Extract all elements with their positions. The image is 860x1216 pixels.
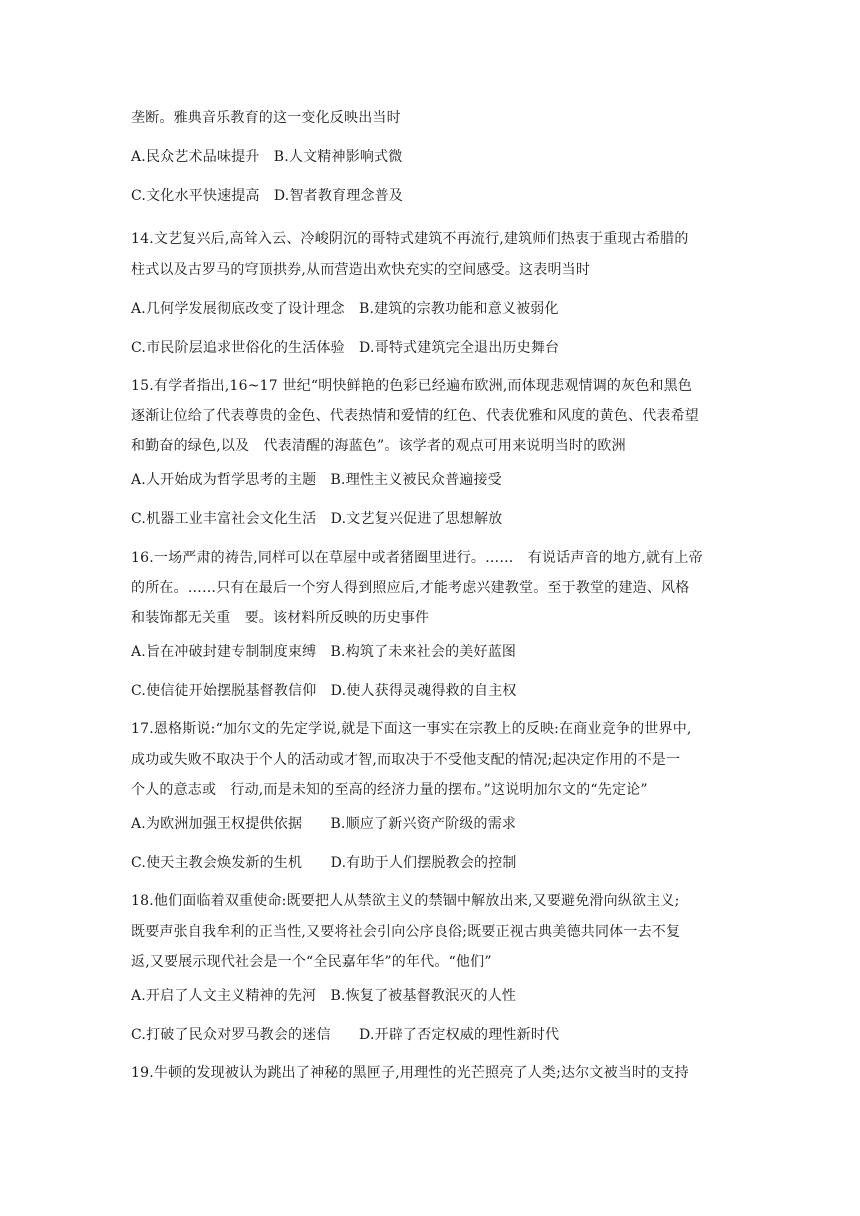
question-17-text: 17.恩格斯说:“加尔文的先定学说,就是下面这一事实在宗教上的反映:在商业竞争的世界中, [131, 721, 692, 737]
option-line: A.旨在冲破封建专制制度束缚 B.构筑了未来社会的美好蓝图 [131, 644, 517, 660]
text-line: 的所在。……只有在最后一个穷人得到照应后,才能考虑兴建教堂。至于教堂的建造、风格 [131, 580, 690, 596]
text-line: 个人的意志或 行动,而是未知的至高的经济力量的摆布。”这说明加尔文的“先定论” [131, 782, 648, 798]
text-line: 和勤奋的绿色,以及 代表清醒的海蓝色”。该学者的观点可用来说明当时的欧洲 [131, 438, 626, 454]
question-16-text: 16.一场严肃的祷告,同样可以在草屋中或者猪圈里进行。…… 有说话声音的地方,就有上帝 [131, 550, 703, 566]
text-line: 既要声张自我牟利的正当性,又要将社会引向公序良俗;既要正视古典美德共同体一去不复 [131, 924, 681, 940]
question-14-text: 14.文艺复兴后,高耸入云、冷峻阴沉的哥特式建筑不再流行,建筑师们热衷于重现古希腊的 [131, 231, 689, 247]
option-line: A.为欧洲加强王权提供依据 B.顺应了新兴资产阶级的需求 [131, 816, 517, 832]
question-15-text: 15.有学者指出,16~17 世纪“明快鲜艳的色彩已经遍布欧洲,而体现悲观情调的灰色和黑色 [131, 378, 693, 394]
option-line: C.机器工业丰富社会文化生活 D.文艺复兴促进了思想解放 [131, 511, 503, 527]
option-line: A.开启了人文主义精神的先河 B.恢复了被基督教泯灭的人性 [131, 988, 517, 1004]
question-19-text: 19.牛顿的发现被认为跳出了神秘的黑匣子,用理性的光芒照亮了人类;达尔文被当时的支持 [131, 1065, 689, 1081]
option-line: C.使信徒开始摆脱基督教信仰 D.使人获得灵魂得救的自主权 [131, 683, 517, 699]
option-line: C.打破了民众对罗马教会的迷信 D.开辟了否定权威的理性新时代 [131, 1027, 560, 1043]
text-line: 成功或失败不取决于个人的活动或才智,而取决于不受他支配的情况;起决定作用的不是一 [131, 752, 681, 768]
question-18-text: 18.他们面临着双重使命:既要把人从禁欲主义的禁锢中解放出来,又要避免滑向纵欲主义; [131, 893, 680, 909]
option-line: A.人开始成为哲学思考的主题 B.理性主义被民众普遍接受 [131, 472, 502, 488]
option-line: C.使天主教会焕发新的生机 D.有助于人们摆脱教会的控制 [131, 855, 517, 871]
option-line: A.几何学发展彻底改变了设计理念 B.建筑的宗教功能和意义被弱化 [131, 301, 559, 317]
text-line: 返,又要展示现代社会是一个“全民嘉年华”的年代。“他们” [131, 954, 492, 970]
text-line: 逐渐让位给了代表尊贵的金色、代表热情和爱情的红色、代表优雅和风度的黄色、代表希望 [131, 408, 699, 424]
option-line: C.市民阶层追求世俗化的生活体验 D.哥特式建筑完全退出历史舞台 [131, 340, 560, 356]
text-line: 和装饰都无关重 要。该材料所反映的历史事件 [131, 610, 430, 626]
option-line: A.民众艺术品味提升 B.人文精神影响式微 [131, 149, 403, 165]
text-line: 柱式以及古罗马的穹顶拱券,从而营造出欢快充实的空间感受。这表明当时 [131, 262, 591, 278]
text-line: 垄断。雅典音乐教育的这一变化反映出当时 [131, 110, 401, 126]
option-line: C.文化水平快速提高 D.智者教育理念普及 [131, 188, 404, 204]
